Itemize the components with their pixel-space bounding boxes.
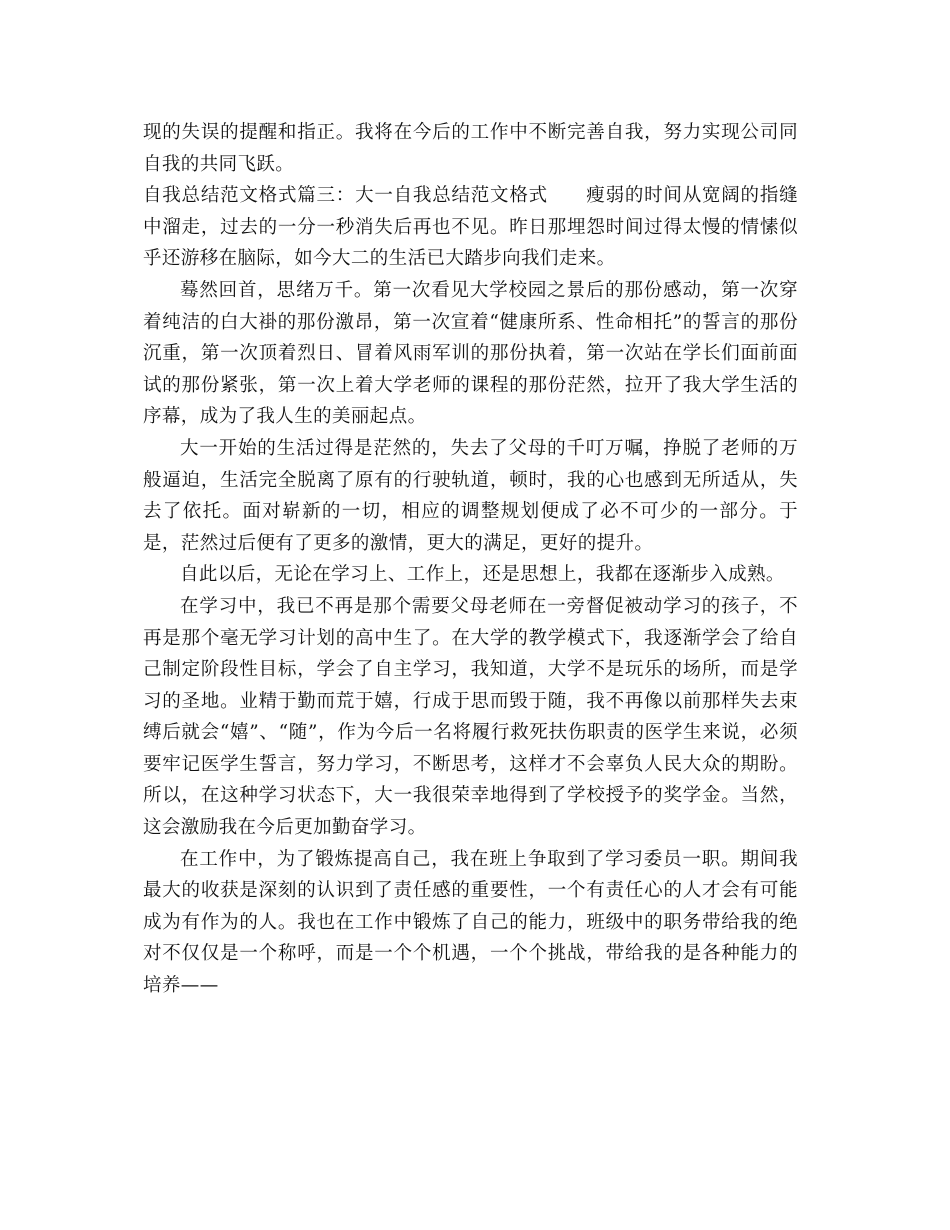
paragraph-4: 大一开始的生活过得是茫然的，失去了父母的千叮万嘱，挣脱了老师的万般逼迫，生活完全脱离了原有的行驶轨道，顿时，我的心也感到无所适从，失去了依托。面对崭新的一切，相应的调整规划便成了必不可少的一部分。于是，茫然过后便有了更多的激情，更大的满足，更好的提升。 bbox=[143, 437, 798, 554]
document-body bbox=[143, 117, 798, 1002]
paragraph-2 bbox=[143, 180, 798, 275]
paragraph-7: 在工作中，为了锻炼提高自己，我在班上争取到了学习委员一职。期间我最大的收获是深刻的认识到了责任感的重要性，一个有责任心的人才会有可能成为有作为的人。我也在工作中锻炼了自己的能力，班级中的职务带给我的绝对不仅仅是一个称呼，而是一个个机遇，一个个挑战，带给我的是各种能力的培养—— bbox=[143, 848, 798, 997]
paragraph-2-text: 瘦弱的时间从宽阔的指缝中溜走，过去的一分一秒消失后再也不见。昨日那埋怨时间过得太慢的情愫似乎还游移在脑际，如今大二的生活已大踏步向我们走来。 bbox=[143, 185, 798, 270]
paragraph-3: 蓦然回首，思绪万千。第一次看见大学校园之景后的那份感动，第一次穿着纯洁的白大褂的那份激昂，第一次宣着“健康所系、性命相托”的誓言的那份沉重，第一次顶着烈日、冒着风雨军训的那份执着，第一次站在学长们面前面试的那份紧张，第一次上着大学老师的课程的那份茫然，拉开了我大学生活的序幕，成为了我人生的美丽起点。 bbox=[143, 279, 798, 428]
paragraph-1: 现的失误的提醒和指正。我将在今后的工作中不断完善自我，努力实现公司同自我的共同飞跃。 bbox=[143, 122, 798, 175]
section-heading: 自我总结范文格式篇三：大一自我总结范文格式 bbox=[143, 185, 548, 207]
paragraph-5: 自此以后，无论在学习上、工作上，还是思想上，我都在逐渐步入成熟。 bbox=[180, 564, 785, 586]
paragraph-6: 在学习中，我已不再是那个需要父母老师在一旁督促被动学习的孩子，不再是那个毫无学习计划的高中生了。在大学的教学模式下，我逐渐学会了给自己制定阶段性目标，学会了自主学习，我知道，大学不是玩乐的场所，而是学习的圣地。业精于勤而荒于嬉，行成于思而毁于随，我不再像以前那样失去束缚后就会“嬉”、“随”，作为今后一名将履行救死扶伤职责的医学生来说，必须要牢记医学生誓言，努力学习，不断思考，这样才不会辜负人民大众的期盼。所以，在这种学习状态下，大一我很荣幸地得到了学校授予的奖学金。当然，这会激励我在今后更加勤奋学习。 bbox=[143, 595, 798, 839]
